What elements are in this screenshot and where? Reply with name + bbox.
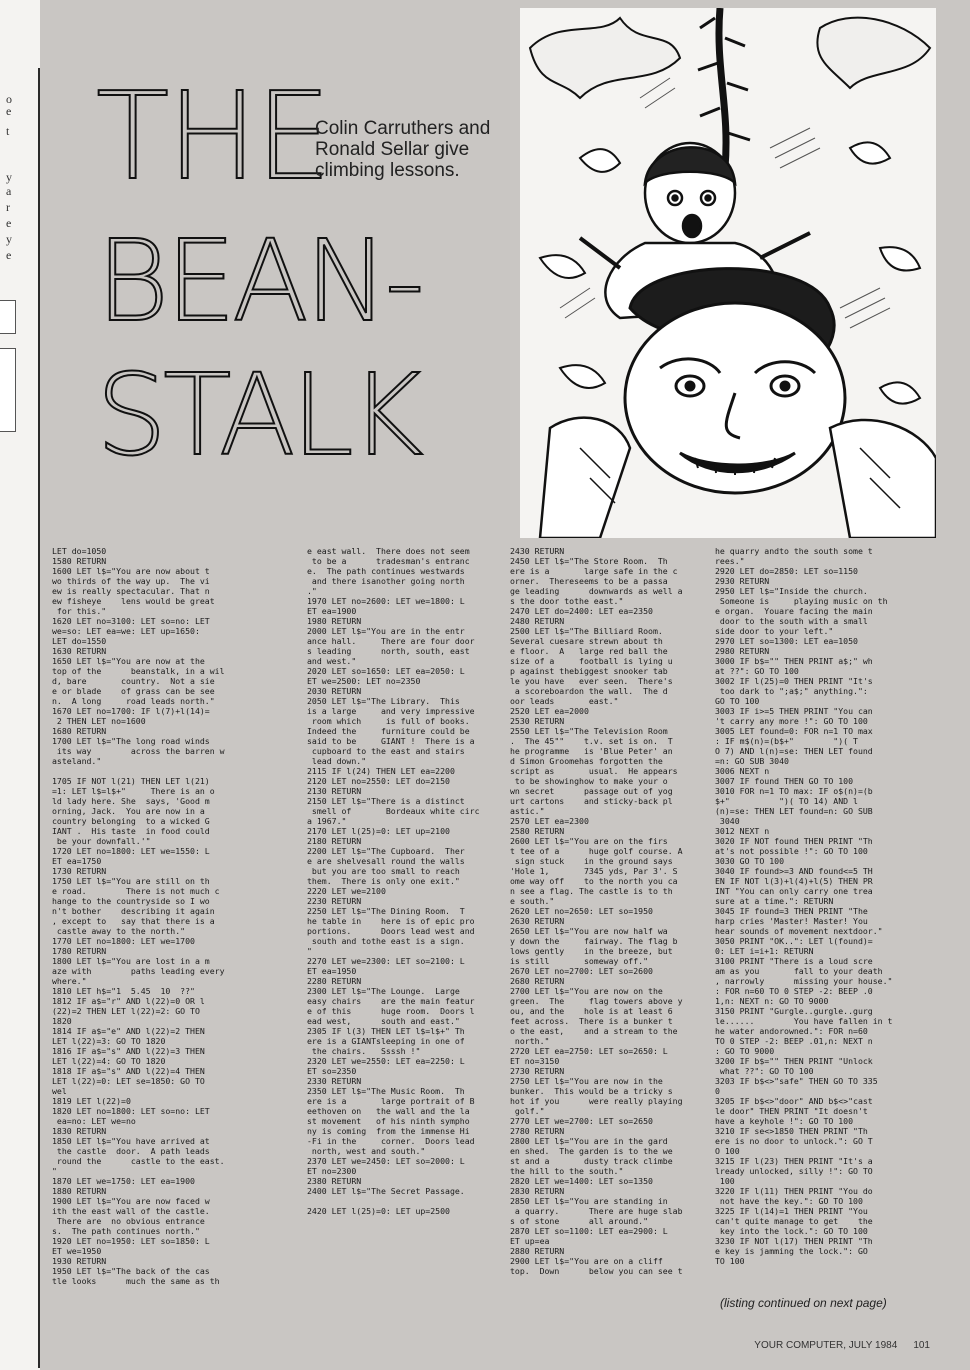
byline: Colin Carruthers and Ronald Sellar give climbing lessons. [315,118,491,181]
magazine-issue: YOUR COMPUTER, JULY 1984 [754,1340,898,1351]
continued-note: (listing continued on next page) [720,1296,887,1310]
left-margin-strip [0,0,40,1370]
margin-letter: o [6,92,12,106]
illustration-drawing [520,8,936,538]
program-listing [52,546,922,1321]
margin-letter: y [6,170,12,184]
margin-letter: e [6,248,12,262]
listing-column-3: 2430 RETURN 2450 LET l$="The Store Room. Th ere is a large safe in the c orner. Thereseems to be a passa ge leading downwards as well a s the door tothe east." 2470 LET do=2400: LET ea=2350 2480 RETURN 2500 LET l$="The Billiard Room. Several cuesare strewn about th e floor. A large red ball the size of a football is lying u p against thebiggest snooker tab le you have ever seen. There's a scoreboardon the wall. The d oor leads east." 2520 LET ea=2000 2530 RETURN 2550 LET l$="The Television Room . The 45"" t.v. set is on. T he programme is 'Blue Peter' an d Simon Groomehas forgotten the script as usual. He appears to be showinghow to make your o wn secret passage out of yog urt cartons and sticky-back pl astic." 2570 LET ea=2300 2580 RETURN 2600 LET l$="You are on the firs t tee of a huge golf course. A sign stuck in the ground says 'Hole 1, 7345 yds, Par 3'. S ome way off to the north you ca n see a flag. The castle is to th e south." 2620 LET no=2650: LET so=1950 2630 RETURN 2650 LET l$="You are now half wa y down the fairway. The flag b lows gently in the breeze, but is still someway off." 2670 LET no=2700: LET so=2600 2680 RETURN 2700 LET l$="You are now on the green. The flag towers above y ou, and the hole is at least 6 feet across. There is a bunker t o the east, and a stream to the north." 2720 LET ea=2750: LET so=2650: L ET no=3150 2730 RETURN 2750 LET l$="You are now in the bunker. This would be a tricky s hot if you were really playing golf." 2770 LET we=2700: LET so=2650 2780 RETURN 2800 LET l$="You are in the gard en shed. The garden is to the we st and a dusty track climbe the hill to the south." 2820 LET we=1400: LET so=1350 2830 RETURN 2850 LET l$="You are standing in a quarry. There are huge slab s of stone all around." 2870 LET so=1100: LET ea=2900: L ET up=ea 2880 RETURN 2900 LET l$="You are on a cliff top. Down below you can see t [510,546,683,1276]
margin-letter: t [6,124,10,138]
margin-letter: e [6,216,12,230]
listing-column-1: LET do=1050 1580 RETURN 1600 LET l$="You are now about t wo thirds of the way up. The vi ew is really spectacular. That n ew fisheye lens would be great for this." 1620 LET no=3100: LET so=no: LET we=so: LET ea=we: LET up=1650: LET do=1550 1630 RETURN 1650 LET l$="You are now at the top of the beanstalk, in a wil d, bare country. Not a sie e or blade of grass can be see n. A long road leads north." 1670 LET no=1700: IF l(7)+l(14)= 2 THEN LET no=1600 1680 RETURN 1700 LET l$="The long road winds its way across the barren w asteland." 1705 IF NOT l(21) THEN LET l(21) =1: LET l$=l$+" There is an o ld lady here. She says, 'Good m orning, Jack. You are now in a country belonging to a wicked G IANT . His taste in food could be your downfall.'" 1720 LET no=1800: LET we=1550: L ET ea=1750 1730 RETURN 1750 LET l$="You are still on th e road. There is not much c hange to the countryside so I wo n't bother describing it again , except to say that there is a castle away to the north." 1770 LET no=1800: LET we=1700 1780 RETURN 1800 LET l$="You are lost in a m aze with paths leading every where." 1810 LET h$="1 5.45 10 ??" 1812 IF a$="r" AND l(22)=0 OR l (22)=2 THEN LET l(22)=2: GO TO 1820 1814 IF a$="e" AND l(22)=2 THEN LET l(22)=3: GO TO 1820 1816 IF a$="s" AND l(22)=3 THEN LET l(22)=4: GO TO 1820 1818 IF a$="s" AND l(22)=4 THEN LET l(22)=0: LET se=1850: GO TO wel 1819 LET l(22)=0 1820 LET no=1800: LET so=no: LET ea=no: LET we=no 1830 RETURN 1850 LET l$="You have arrived at the castle door. A path leads round the castle to the east. " 1870 LET we=1750: LET ea=1900 1880 RETURN 1900 LET l$="You are now faced w ith the east wall of the castle. There are no obvious entrance s. The path continues north." 1920 LET no=1950: LET so=1850: L ET we=1950 1930 RETURN 1950 LET l$="The back of the cas tle looks much the same as th [52,546,225,1286]
giant-carrying-jack-illustration [520,8,936,538]
listing-column-2: e east wall. There does not seem to be a tradesman's entranc e. The path continues westwards and there isanother going north ." 1970 LET no=2600: LET we=1800: L ET ea=1900 1980 RETURN 2000 LET l$="You are in the entr ance hall. There are four door s leading north, south, east and west." 2020 LET so=1650: LET ea=2050: L ET we=2500: LET no=2350 2030 RETURN 2050 LET l$="The Library. This is a large and very impressive room which is full of books. Indeed the furniture could be said to be GIANT ! There is a cupboard to the east and stairs lead down." 2115 IF l(24) THEN LET ea=2200 2120 LET no=2550: LET do=2150 2130 RETURN 2150 LET l$="There is a distinct smell of Bordeaux white circ a 1967." 2170 LET l(25)=0: LET up=2100 2180 RETURN 2200 LET l$="The Cupboard. Ther e are shelvesall round the walls but you are too small to reach them. There is only one exit." 2220 LET we=2100 2230 RETURN 2250 LET l$="The Dining Room. T he table in here is of epic pro portions. Doors lead west and south and tothe east is a sign. " 2270 LET we=2300: LET so=2100: L ET ea=1950 2280 RETURN 2300 LET l$="The Lounge. Large easy chairs are the main featur e of this huge room. Doors l ead west, south and east." 2305 IF l(3) THEN LET l$=l$+" Th ere is a GIANTsleeping in one of the chairs. Ssssh !" 2320 LET we=2550: LET ea=2250: L ET so=2350 2330 RETURN 2350 LET l$="The Music Room. Th ere is a large portrait of B eethoven on the wall and the la st movement of his ninth sympho ny is coming from the immense Hi -Fi in the corner. Doors lead north, west and south." 2370 LET we=2450: LET so=2000: L ET no=2300 2380 RETURN 2400 LET l$="The Secret Passage. 2420 LET l(25)=0: LET up=2500 [307,546,480,1216]
margin-letter: y [6,232,12,246]
margin-box [0,348,16,432]
column-rule [38,68,40,1368]
margin-letter: a [6,184,12,198]
margin-letter: e [6,104,12,118]
headline-line-1: THE [96,68,330,207]
margin-letter: r [6,200,10,214]
headline-line-2: BEAN- [96,217,421,347]
page-footer [700,1340,930,1351]
headline-line-3: STALK [96,351,420,481]
page-number: 101 [913,1340,930,1351]
margin-box [0,300,16,334]
listing-column-4: he quarry andto the south some t rees." 2920 LET do=2850: LET so=1150 2930 RETURN 2950 LET l$="Inside the church. Someone is playing music on th e organ. Youare facing the main door to the south with a small side door to your left." 2970 LET so=1300: LET ea=1050 2980 RETURN 3000 IF b$="" THEN PRINT a$;" wh at ??": GO TO 100 3002 IF l(25)=0 THEN PRINT "It's too dark to ";a$;" anything.": GO TO 100 3003 IF i>=5 THEN PRINT "You can 't carry any more !": GO TO 100 3005 LET found=0: FOR n=1 TO max : IF m$(n)=(b$+" ")( T O 7) AND l(n)=se: THEN LET found =n: GO SUB 3040 3006 NEXT n 3007 IF found THEN GO TO 100 3010 FOR n=1 TO max: IF o$(n)=(b $+" ")( TO 14) AND l (n)=se: THEN LET found=n: GO SUB 3040 3012 NEXT n 3020 IF NOT found THEN PRINT "Th at's not possible !": GO TO 100 3030 GO TO 100 3040 IF found>=3 AND found<=5 TH EN IF NOT l(3)+l(4)+l(5) THEN PR INT "You can only carry one trea sure at a time.": RETURN 3045 IF found=3 THEN PRINT "The harp cries 'Master! Master! You hear sounds of movement nextdoor." 3050 PRINT "OK..": LET l(found)= 0: LET i=i+1: RETURN 3100 PRINT "There is a loud scre am as you fall to your death , narrowly missing your house." : FOR n=60 TO 0 STEP -2: BEEP .0 1,n: NEXT n: GO TO 9000 3150 PRINT "Gurgle..gurgle..gurg le...... You have fallen in t he water andorowned.": FOR n=60 TO 0 STEP -2: BEEP .01,n: NEXT n : GO TO 9000 3200 IF b$="" THEN PRINT "Unlock what ??": GO TO 100 3203 IF b$<>"safe" THEN GO TO 335 0 3205 IF b$<>"door" AND b$<>"cast le door" THEN PRINT "It doesn't have a keyhole !": GO TO 100 3210 IF se<>1850 THEN PRINT "Th ere is no door to unlock.": GO T O 100 3215 IF l(23) THEN PRINT "It's a lready unlocked, silly !": GO TO 100 3220 IF l(11) THEN PRINT "You do not have the key.": GO TO 100 3225 IF l(14)=1 THEN PRINT "You can't quite manage to get the key into the lock.": GO TO 100 3230 IF NOT l(17) THEN PRINT "Th e key is jamming the lock.": GO TO 100 [715,546,893,1266]
